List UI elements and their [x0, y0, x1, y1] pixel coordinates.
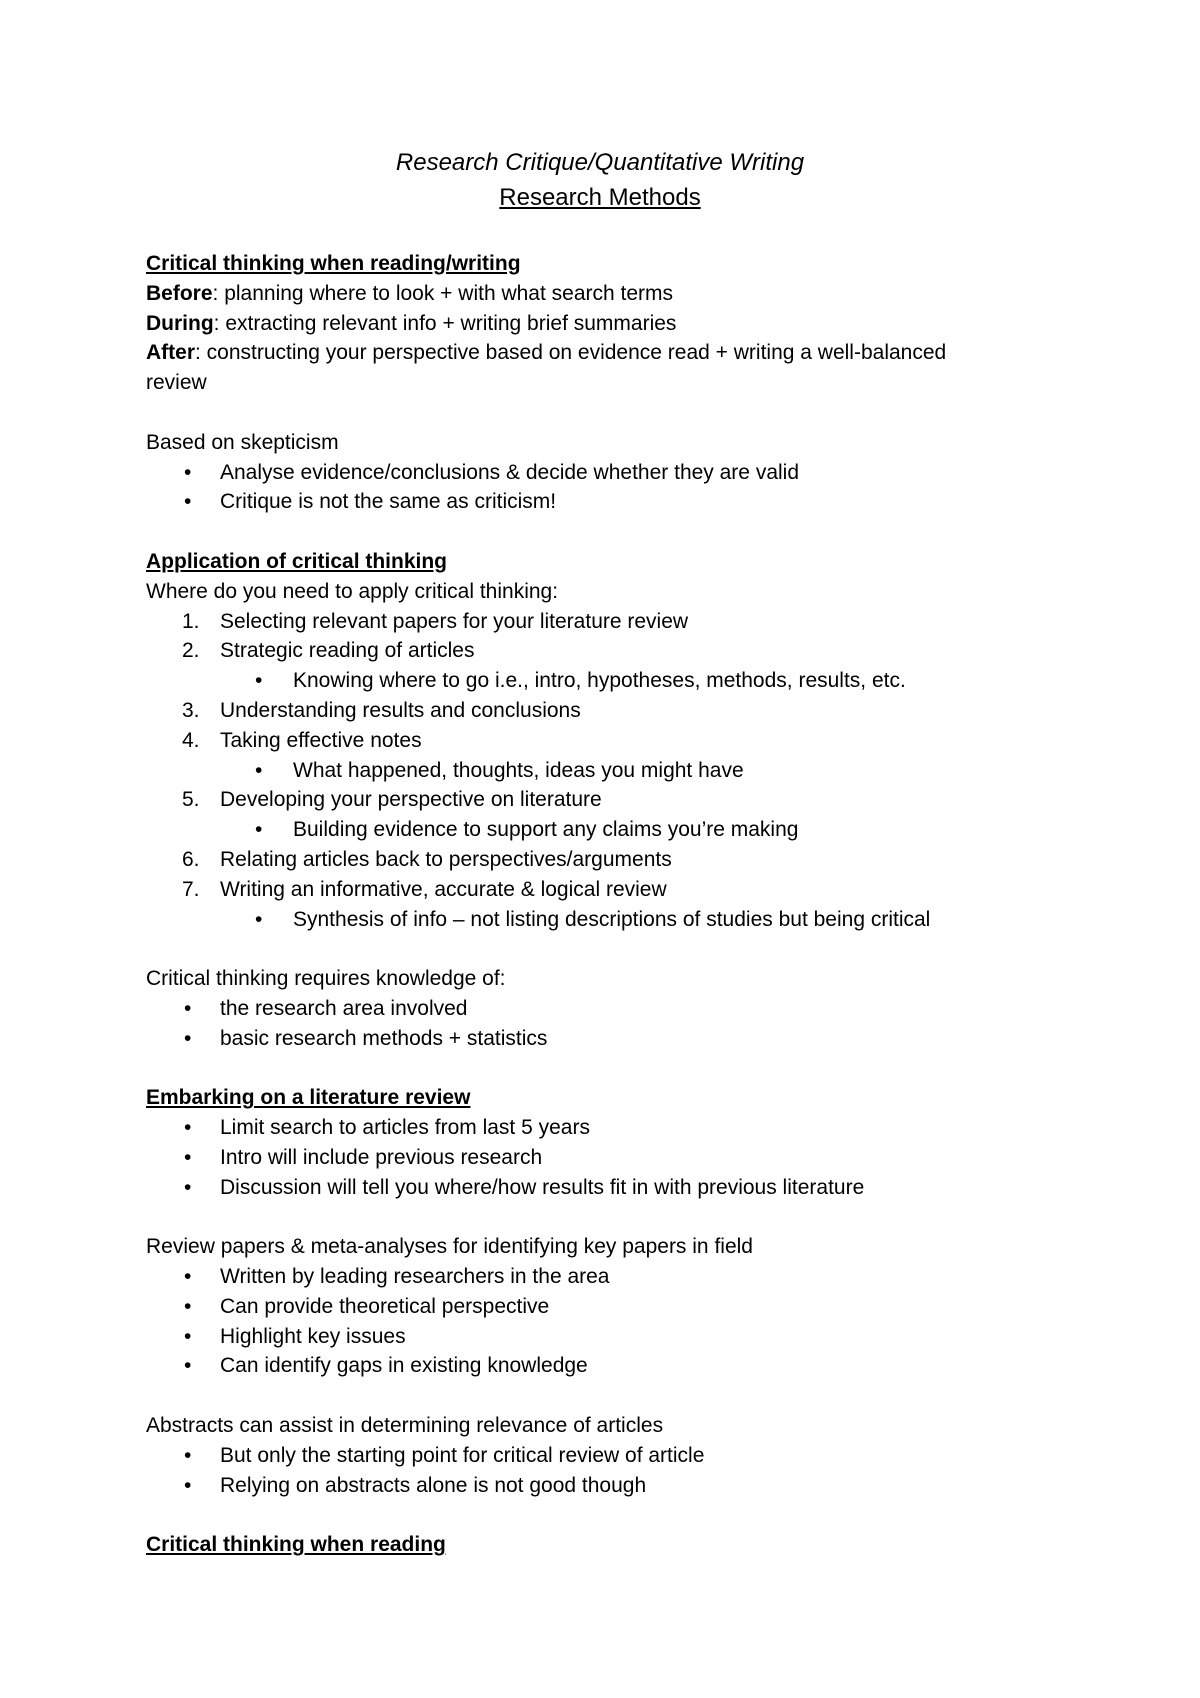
section-heading-critical-reading: Critical thinking when reading [146, 1533, 446, 1557]
sub-item-text: Synthesis of info – not listing descriptions of studies but being critical [293, 907, 931, 931]
list-item-text: Written by leading researchers in the area [220, 1265, 610, 1289]
list-item-text: Limit search to articles from last 5 years [220, 1116, 590, 1140]
review-intro: Review papers & meta-analyses for identifying key papers in field [146, 1235, 753, 1259]
item-number: 7. [182, 877, 200, 901]
bullet-icon: • [184, 490, 192, 514]
item-text: Relating articles back to perspectives/arguments [220, 847, 672, 871]
sub-item-text: Building evidence to support any claims you’re making [293, 818, 799, 842]
list-item-text: Discussion will tell you where/how results fit in with previous literature [220, 1175, 865, 1199]
list-item-text: Can identify gaps in existing knowledge [220, 1354, 588, 1378]
item-number: 2. [182, 639, 200, 663]
bullet-icon: • [184, 1145, 192, 1169]
list-item [146, 1471, 1046, 1501]
bullet-icon: • [184, 1354, 192, 1378]
sub-list-item [146, 756, 1046, 786]
list-item-text: Analyse evidence/conclusions & decide whether they are valid [220, 460, 800, 484]
list-item [146, 1024, 1046, 1054]
numbered-item [146, 636, 1046, 666]
bullet-icon: • [184, 1443, 192, 1467]
list-item [146, 1292, 1046, 1322]
list-item-text: Can provide theoretical perspective [220, 1294, 550, 1318]
list-item-text: basic research methods + statistics [220, 1026, 548, 1050]
bullet-icon: • [184, 1175, 192, 1199]
numbered-item [146, 785, 1046, 815]
list-item [146, 994, 1046, 1024]
section-heading-application: Application of critical thinking [146, 549, 448, 573]
application-intro: Where do you need to apply critical thinking: [146, 579, 559, 603]
sub-list-item [146, 666, 1046, 696]
section-heading-critical-thinking: Critical thinking when reading/writing [146, 252, 521, 275]
numbered-item [146, 726, 1046, 756]
bullet-icon: • [184, 1294, 192, 1318]
bullet-icon: • [184, 1473, 192, 1497]
sub-item-text: Knowing where to go i.e., intro, hypotheses, methods, results, etc. [293, 669, 906, 693]
list-item [146, 1322, 1046, 1352]
bullet-icon: • [255, 907, 263, 931]
document-subtitle: Research Methods [499, 184, 701, 211]
item-number: 3. [182, 698, 200, 722]
numbered-item [146, 845, 1046, 875]
item-text: Writing an informative, accurate & logical review [220, 877, 667, 901]
list-item [146, 1262, 1046, 1292]
item-text: Strategic reading of articles [220, 639, 475, 663]
numbered-item [146, 607, 1046, 637]
document-body [146, 249, 1046, 1560]
after-line [146, 338, 996, 398]
during-label: During [146, 311, 214, 335]
item-number: 1. [182, 609, 200, 633]
list-item [146, 1441, 1046, 1471]
list-item-text: Critique is not the same as criticism! [220, 490, 557, 514]
bullet-icon: • [184, 1265, 192, 1289]
section-heading-literature-review: Embarking on a literature review [146, 1086, 471, 1110]
item-text: Understanding results and conclusions [220, 698, 581, 722]
after-text: : constructing your perspective based on evidence read + writing a well-balanced review [146, 341, 947, 395]
list-item [146, 1113, 1046, 1143]
item-text: Developing your perspective on literature [220, 788, 602, 812]
bullet-icon: • [184, 460, 192, 484]
before-label: Before [146, 281, 213, 305]
bullet-icon: • [255, 818, 263, 842]
item-number: 6. [182, 847, 200, 871]
knowledge-intro: Critical thinking requires knowledge of: [146, 967, 506, 991]
abstracts-intro: Abstracts can assist in determining relevance of articles [146, 1414, 664, 1438]
during-line [146, 309, 1046, 339]
item-number: 5. [182, 788, 200, 812]
before-line [146, 279, 1046, 309]
list-item-text: Relying on abstracts alone is not good though [220, 1473, 647, 1497]
sub-item-text: What happened, thoughts, ideas you might have [293, 758, 744, 782]
bullet-icon: • [184, 1026, 192, 1050]
bullet-icon: • [184, 1324, 192, 1348]
list-item [146, 458, 1046, 488]
skepticism-line: Based on skepticism [146, 430, 339, 454]
list-item [146, 1143, 1046, 1173]
list-item [146, 1173, 1046, 1203]
item-text: Selecting relevant papers for your literature review [220, 609, 689, 633]
list-item-text: But only the starting point for critical review of article [220, 1443, 705, 1467]
numbered-item [146, 696, 1046, 726]
document-title: Research Critique/Quantitative Writing [395, 149, 805, 176]
sub-list-item [146, 905, 1046, 935]
list-item [146, 1351, 1046, 1381]
list-item-text: Intro will include previous research [220, 1145, 543, 1169]
bullet-icon: • [255, 669, 263, 693]
after-label: After [146, 341, 196, 365]
list-item [146, 487, 1046, 517]
sub-list-item [146, 815, 1046, 845]
list-item-text: Highlight key issues [220, 1324, 406, 1348]
bullet-icon: • [184, 1116, 192, 1140]
list-item-text: the research area involved [220, 996, 468, 1020]
item-text: Taking effective notes [220, 728, 422, 752]
item-number: 4. [182, 728, 200, 752]
during-text: : extracting relevant info + writing brief summaries [213, 311, 677, 335]
numbered-item [146, 875, 1046, 905]
bullet-icon: • [255, 758, 263, 782]
bullet-icon: • [184, 996, 192, 1020]
before-text: : planning where to look + with what search terms [212, 281, 674, 305]
